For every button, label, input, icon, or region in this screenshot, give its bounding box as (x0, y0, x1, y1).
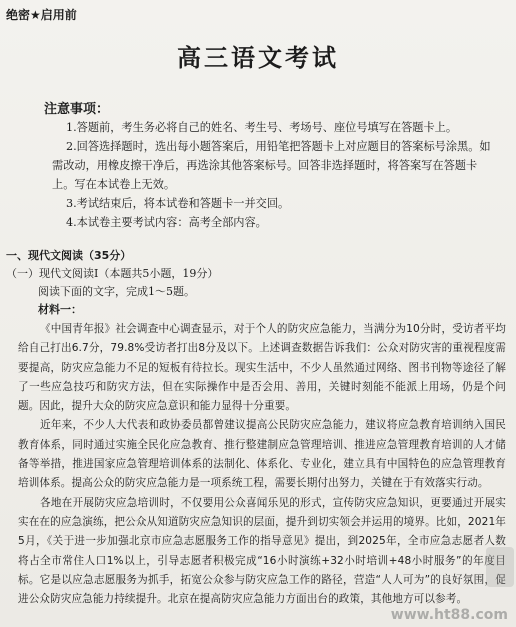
notice-item: 3.考试结束后，将本试卷和答题卡一并交回。 (66, 197, 290, 210)
notice-item: 1.答题前，考生务必将自己的姓名、考生号、考场号、座位号填写在答题卡上。 (66, 121, 458, 134)
notice-item: 4.本试卷主要考试内容：高考全部内容。 (66, 216, 267, 229)
notice-heading: 注意事项： (44, 102, 110, 117)
section-instruction: 阅读下面的文字，完成1～5题。 (38, 285, 195, 298)
reading-passage (18, 320, 506, 609)
passage-paragraph: 近年来，不少人大代表和政协委员都曾建议提高公民防灾应急能力，建议将应急教育培训纳入国民教育体系，同时通过实施全民化应急教育、推行整建制应急管理培训、推进应急管理教育培训的人才储备等举措，推进国家应急管理培训体系的法制化、体系化、专业化，建立具有中国特色的应急管理教育培训体系。提高公众的防灾应急能力是一项系统工程，需要长期付出努力，关键在于有效落实行动。 (18, 419, 506, 490)
passage-paragraph: 《中国青年报》社会调查中心调查显示，对于个人的防灾应急能力，当满分为10分时，受访者平均给自己打出6.7分，79.8%受访者打出8分及以下。上述调查数据告诉我们：公众对防灾害的重视程度需要提高，防灾应急能力不足的短板有待拉长。现实生活中，不少人虽然通过网络、图书刊物等途径了解了一些应急技巧和防灾方法，但在实际操作中是否会用、善用，关键时刻能不能派上用场，仍是个问题。因此，提升大众的防灾应急意识和能力显得十分重要。 (18, 323, 506, 413)
section-part: 一、现代文阅读（35分） (6, 249, 132, 262)
secret-label: 绝密★启用前 (6, 8, 77, 22)
notice-list (52, 118, 492, 232)
watermark-text: www.ht88.com (390, 607, 508, 623)
material-label: 材料一： (38, 303, 82, 316)
page-title: 高三语文考试 (177, 44, 339, 72)
section-sub: （一）现代文阅读Ⅰ（本题共5小题，19分） (6, 267, 219, 280)
watermark-logo (486, 547, 514, 587)
notice-item: 2.回答选择题时，选出每小题答案后，用铅笔把答题卡上对应题目的答案标号涂黑。如需改动，用橡皮擦干净后，再选涂其他答案标号。回答非选择题时，将答案写在答题卡上。写在本试卷上无效。 (52, 140, 491, 191)
passage-paragraph: 各地在开展防灾应急培训时，不仅要用公众喜闻乐见的形式，宣传防灾应急知识，更要通过开展实实在在的应急演练，把公众从知道防灾应急知识的层面，提升到切实领会并运用的境界。比如，2021年5月，《关于进一步加强北京市应急志愿服务工作的指导意见》提出，到2025年，全市应急志愿者人数将占全市常住人口1%以上，引导志愿者积极完成“16小时演练+32小时培训+48小时服务”的年度目标。它是以应急志愿服务为抓手，拓宽公众参与防灾应急工作的路径，营造“人人可为”的良好氛围，促进公众防灾应急能力持续提升。北京在提高防灾应急能力方面出台的政策，其他地方可以参考。 (18, 496, 506, 606)
